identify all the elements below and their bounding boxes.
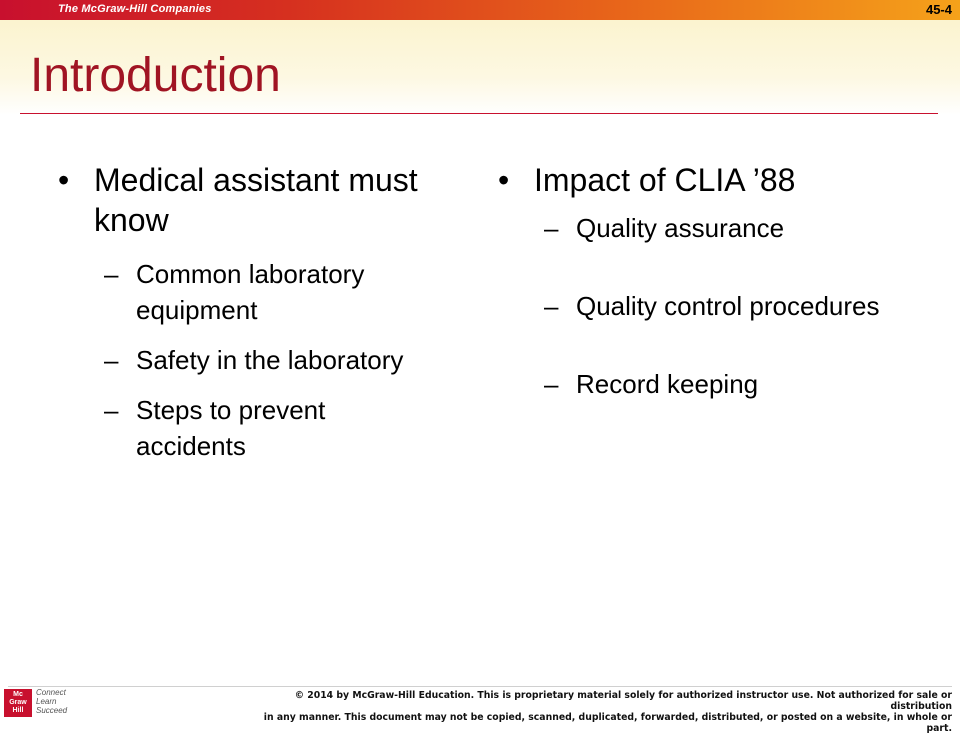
left-column — [58, 160, 438, 464]
sub-item — [58, 256, 438, 328]
sub-item — [498, 366, 918, 402]
sub-item — [58, 342, 438, 378]
sub-item-text: Steps to prevent accidents — [136, 395, 326, 461]
copyright-text: © 2014 by McGraw-Hill Education. This is proprietary material solely for authorized instructor use. Not authorized for sale or distribution — [294, 690, 952, 712]
sub-item-text: Safety in the laboratory — [136, 345, 404, 375]
tagline-text: Succeed — [36, 706, 68, 715]
sub-item — [58, 392, 438, 464]
dash-icon: – — [104, 259, 119, 289]
sub-item-text: Common laboratory equipment — [136, 259, 365, 325]
bullet-icon: • — [58, 162, 70, 198]
sub-item — [498, 288, 918, 324]
sub-item-text: Quality assurance — [576, 213, 785, 243]
sub-item-text: Quality control procedures — [576, 291, 880, 321]
main-bullet-text: Medical assistant must know — [94, 162, 418, 238]
dash-icon: – — [544, 291, 559, 321]
right-column — [498, 160, 918, 402]
bullet-icon: • — [498, 162, 510, 198]
tagline-text: Connect — [36, 688, 66, 697]
dash-icon: – — [104, 395, 119, 425]
copyright-text: in any manner. This document may not be copied, scanned, duplicated, forwarded, distributed, or posted on a website, in whole or part. — [263, 712, 952, 734]
slide-number: 45-4 — [925, 2, 952, 17]
dash-icon: – — [544, 369, 559, 399]
mcgraw-hill-logo — [4, 689, 32, 717]
logo-text: Hill — [12, 707, 24, 714]
footer-divider — [8, 686, 952, 687]
tagline-text: Learn — [36, 697, 57, 706]
dash-icon: – — [104, 345, 119, 375]
slide-title: Introduction — [30, 49, 281, 102]
main-bullet-right — [498, 160, 918, 200]
main-bullet-left — [58, 160, 438, 240]
title-divider — [20, 113, 938, 114]
tagline — [36, 688, 67, 715]
logo-text: Mc — [13, 691, 23, 698]
main-bullet-text: Impact of CLIA ’88 — [534, 162, 796, 198]
brand-header-bar — [0, 0, 960, 20]
dash-icon: – — [544, 213, 559, 243]
sub-item — [498, 210, 918, 246]
copyright-notice — [236, 690, 952, 734]
sub-item-text: Record keeping — [576, 369, 759, 399]
logo-text: Graw — [9, 699, 27, 706]
brand-name: The McGraw-Hill Companies — [58, 3, 212, 15]
